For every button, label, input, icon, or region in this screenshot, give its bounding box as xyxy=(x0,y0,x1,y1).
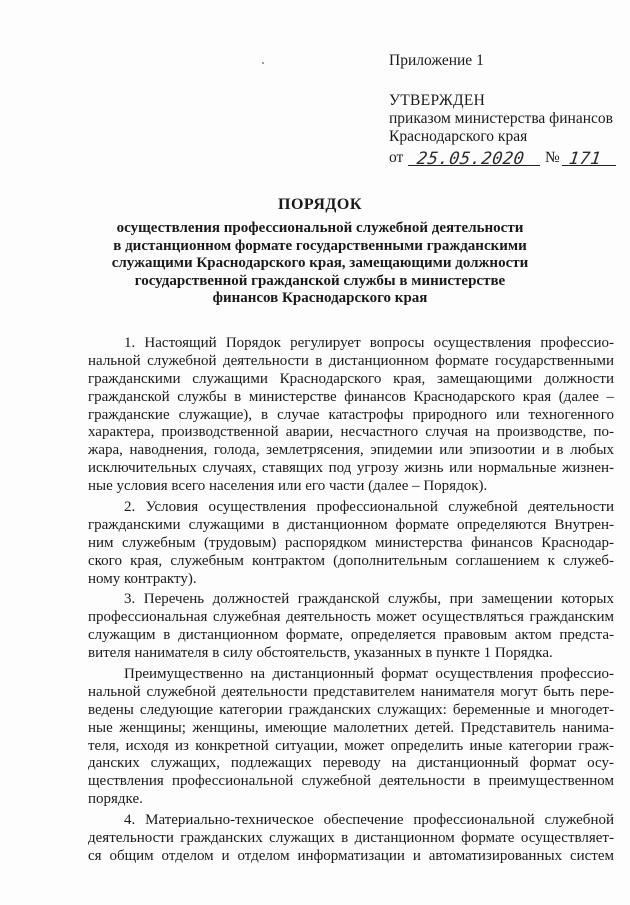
number-handwritten: 171 xyxy=(567,149,603,169)
date-label: от xyxy=(389,149,404,166)
paragraph-line: характера, производственной аварии, несчастного случая на производстве, по- xyxy=(88,424,614,441)
paragraph-line: порядке. xyxy=(88,791,143,808)
paragraph-line: 3. Перечень должностей гражданской службы, при замещении которых xyxy=(124,591,614,608)
paragraph-line: исключительных случаях, ставящих под угрозу жизнь или нормальные жизнен- xyxy=(88,460,614,477)
subtitle-line: служащими Краснодарского края, замещающими должности xyxy=(111,255,529,271)
date-handwritten: 25.05.2020 xyxy=(415,149,526,169)
subtitle-line: государственной гражданской службы в министерстве xyxy=(134,272,506,289)
paragraph-line: Преимущественно на дистанционный формат осуществления профессио- xyxy=(124,666,614,683)
paragraph-line: гражданскими служащими в дистанционном формате определяются Внутрен- xyxy=(88,516,614,533)
paragraph-line: теля, исходя из конкретной ситуации, может определить иные категории граж- xyxy=(88,737,614,754)
paragraph-line: нальной служебной деятельности в дистанционном формате государственными xyxy=(88,352,614,369)
paragraph xyxy=(88,812,614,866)
paragraph-line: нальной служебной деятельности представителем нанимателя могут быть пере- xyxy=(88,683,614,700)
paragraph-line: 1. Настоящий Порядок регулирует вопросы осуществления профессио- xyxy=(124,335,614,351)
paragraph-line: 4. Материально-техническое обеспечение профессиональной служебной xyxy=(124,812,614,829)
paragraph xyxy=(88,666,614,809)
paragraph-line: деятельности гражданских служащих в дистанционном формате осуществляет- xyxy=(88,830,614,847)
document-heading xyxy=(40,196,600,308)
paragraph-line: ному контракту). xyxy=(88,570,197,587)
subtitle-line: осуществления профессиональной служебной деятельности xyxy=(116,220,524,236)
paragraph-line: 2. Условия осуществления профессиональной служебной деятельности xyxy=(124,499,614,516)
paragraph-line: ского края, служебным контрактом (дополнительным соглашением к служеб- xyxy=(88,552,614,569)
document-subtitle xyxy=(40,220,600,308)
paragraph xyxy=(88,591,614,663)
paragraph-line: ведены следующие категории гражданских служащих: беременные и многодет- xyxy=(88,701,614,718)
document-title: ПОРЯДОК xyxy=(278,196,362,213)
paragraph-line: гражданские служащие), в случае катастрофы природного или техногенного xyxy=(88,406,614,423)
paragraph xyxy=(88,335,614,496)
approval-block xyxy=(389,52,619,169)
paragraph-line: ные женщины; женщины, имеющие малолетних детей. Представитель нанима- xyxy=(88,719,614,736)
paragraph-line: гражданскими служащими Краснодарского края, замещающими должности xyxy=(88,370,614,387)
appendix-label: Приложение 1 xyxy=(389,52,484,69)
paragraph-line: ся общим отделом и отделом информатизации и автоматизированных систем xyxy=(88,847,614,864)
paragraph-line: гражданской службы в министерстве финансов Краснодарского края (далее – xyxy=(88,388,614,405)
scan-speck xyxy=(262,62,264,64)
number-label: № xyxy=(545,149,560,166)
approval-date-number-line xyxy=(389,147,619,169)
subtitle-line: финансов Краснодарского края xyxy=(212,290,428,306)
paragraph-line: данских служащих, подлежащих переводу на дистанционный формат осу- xyxy=(88,755,614,772)
subtitle-line: в дистанционном формате государственными гражданскими xyxy=(113,237,527,254)
document-body xyxy=(88,335,614,869)
paragraph-line: ним служебным (трудовым) распорядком министерства финансов Краснодар- xyxy=(88,534,614,551)
paragraph-line: профессиональная служебная деятельность может осуществляться гражданским xyxy=(88,609,614,626)
paragraph-line: ные условия всего населения или его части (далее – Порядок). xyxy=(88,478,488,495)
paragraph-line: служащим в дистанционном формате, определяется правовым актом предста- xyxy=(88,627,614,644)
paragraph-line: вителя нанимателя в силу обстоятельств, указанных в пункте 1 Порядка. xyxy=(88,645,553,662)
paragraph-line: ществления профессиональной служебной деятельности в преимущественном xyxy=(88,773,614,790)
paragraph-line: жара, наводнения, голода, землетрясения, эпидемии или эпизоотии и в любых xyxy=(88,442,614,459)
approval-order-line: приказом министерства финансов xyxy=(389,110,613,127)
approval-region-line: Краснодарского края xyxy=(389,128,528,145)
approved-label: УТВЕРЖДЕН xyxy=(389,92,486,109)
paragraph xyxy=(88,499,614,588)
